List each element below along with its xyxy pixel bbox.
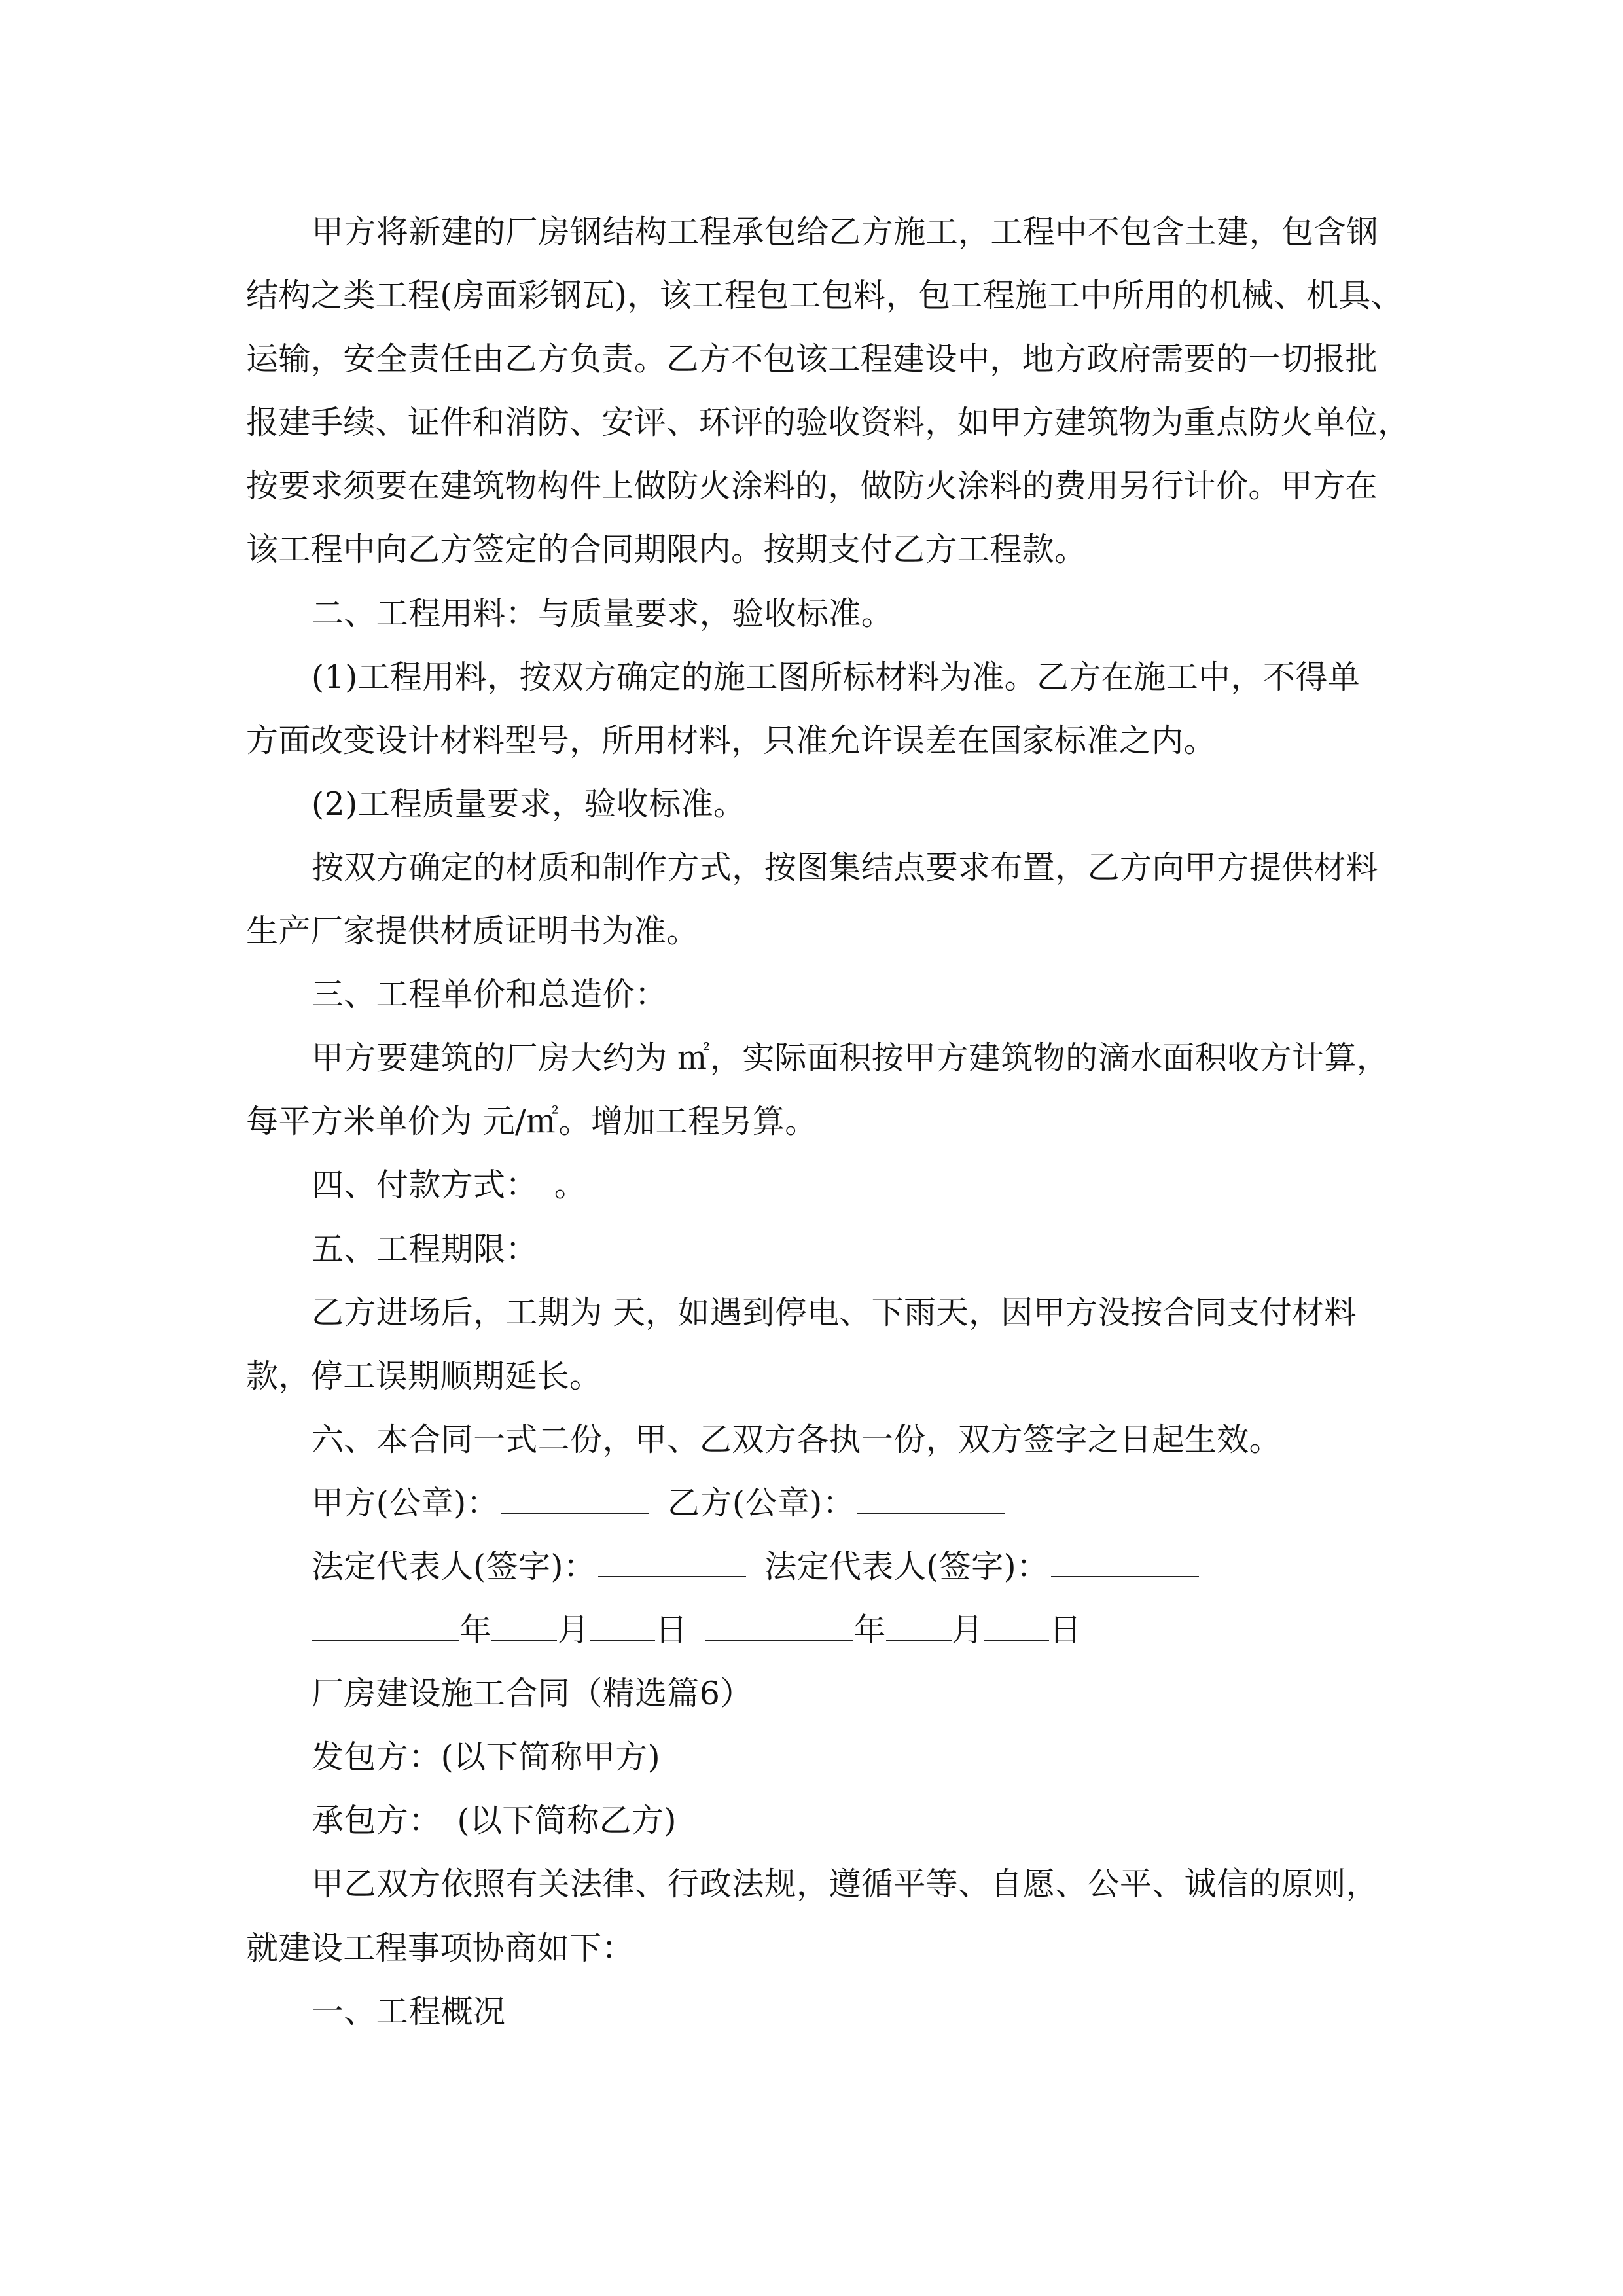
- date-a-day-label: 日: [654, 1611, 688, 1649]
- employer-line: 发包方：(以下简称甲方): [312, 1738, 661, 1776]
- contract-6-title: 厂房建设施工合同（精选篇6）: [312, 1675, 753, 1713]
- paragraph-line: 甲方要建筑的厂房大约为 ㎡，实际面积按甲方建筑物的滴水面积收方计算，: [312, 1039, 1389, 1077]
- paragraph-line: 款，停工误期顺期延长。: [246, 1357, 602, 1395]
- date-a-month-label: 月: [557, 1611, 590, 1649]
- contractor-line: 承包方： (以下简称乙方): [312, 1802, 677, 1840]
- date-a-year-label: 年: [459, 1611, 492, 1649]
- paragraph-line: 就建设工程事项协商如下：: [246, 1929, 634, 1967]
- date-b-month-label: 月: [951, 1611, 984, 1649]
- date-a-year-blank: [312, 1603, 459, 1641]
- section-heading-period: 五、工程期限：: [312, 1230, 538, 1268]
- paragraph-line: 方面改变设计材料型号，所用材料，只准允许误差在国家标准之内。: [246, 721, 1217, 759]
- paragraph-line: 结构之类工程(房面彩钢瓦)，该工程包工包料，包工程施工中所用的机械、机具、: [246, 277, 1404, 315]
- party-b-seal-label: 乙方(公章)：: [668, 1484, 855, 1522]
- rep-b-label: 法定代表人(签字)：: [764, 1547, 1049, 1585]
- paragraph-line: 该工程中向乙方签定的合同期限内。按期支付乙方工程款。: [246, 531, 1087, 569]
- rep-a-blank: [598, 1539, 746, 1577]
- section-heading-copies: 六、本合同一式二份，甲、乙双方各执一份，双方签字之日起生效。: [312, 1420, 1282, 1458]
- date-line: [246, 1598, 1385, 1662]
- date-a-month-blank: [491, 1603, 557, 1641]
- party-a-seal-blank: [501, 1476, 649, 1514]
- paragraph-line: 乙方进场后，工期为 天，如遇到停电、下雨天，因甲方没按合同支付材料: [312, 1293, 1357, 1331]
- representative-line: [246, 1535, 1385, 1598]
- section-heading-payment: 四、付款方式： 。: [312, 1166, 587, 1204]
- paragraph-line: 甲乙双方依照有关法律、行政法规，遵循平等、自愿、公平、诚信的原则，: [312, 1865, 1379, 1903]
- paragraph-line: 报建手续、证件和消防、安评、环评的验收资料，如甲方建筑物为重点防火单位，: [246, 404, 1410, 442]
- rep-b-blank: [1051, 1539, 1199, 1577]
- section-heading-overview: 一、工程概况: [312, 1992, 506, 2030]
- date-b-day-label: 日: [1049, 1611, 1082, 1649]
- paragraph-line: (2)工程质量要求，验收标准。: [312, 785, 746, 823]
- contract-body: [246, 200, 1410, 2043]
- date-a-day-blank: [590, 1603, 655, 1641]
- date-b-month-blank: [886, 1603, 952, 1641]
- section-heading-price: 三、工程单价和总造价：: [312, 976, 668, 1014]
- date-b-day-blank: [984, 1603, 1049, 1641]
- party-b-seal-blank: [857, 1476, 1005, 1514]
- paragraph-line: 生产厂家提供材质证明书为准。: [246, 912, 699, 950]
- paragraph-line: 运输，安全责任由乙方负责。乙方不包该工程建设中，地方政府需要的一切报批: [246, 340, 1378, 378]
- paragraph-line: (1)工程用料，按双方确定的施工图所标材料为准。乙方在施工中，不得单: [312, 658, 1361, 696]
- paragraph-line: 按双方确定的材质和制作方式，按图集结点要求布置，乙方向甲方提供材料: [312, 848, 1379, 886]
- party-a-seal-label: 甲方(公章)：: [312, 1484, 499, 1522]
- section-heading-materials: 二、工程用料：与质量要求，验收标准。: [312, 594, 894, 632]
- date-b-year-label: 年: [853, 1611, 886, 1649]
- paragraph-line: 每平方米单价为 元/㎡。增加工程另算。: [246, 1103, 817, 1141]
- seal-line: [246, 1471, 1385, 1535]
- date-b-year-blank: [705, 1603, 853, 1641]
- paragraph-line: 按要求须要在建筑物构件上做防火涂料的，做防火涂料的费用另行计价。甲方在: [246, 467, 1378, 505]
- rep-a-label: 法定代表人(签字)：: [312, 1547, 596, 1585]
- paragraph-line: 甲方将新建的厂房钢结构工程承包给乙方施工，工程中不包含土建，包含钢: [312, 213, 1379, 251]
